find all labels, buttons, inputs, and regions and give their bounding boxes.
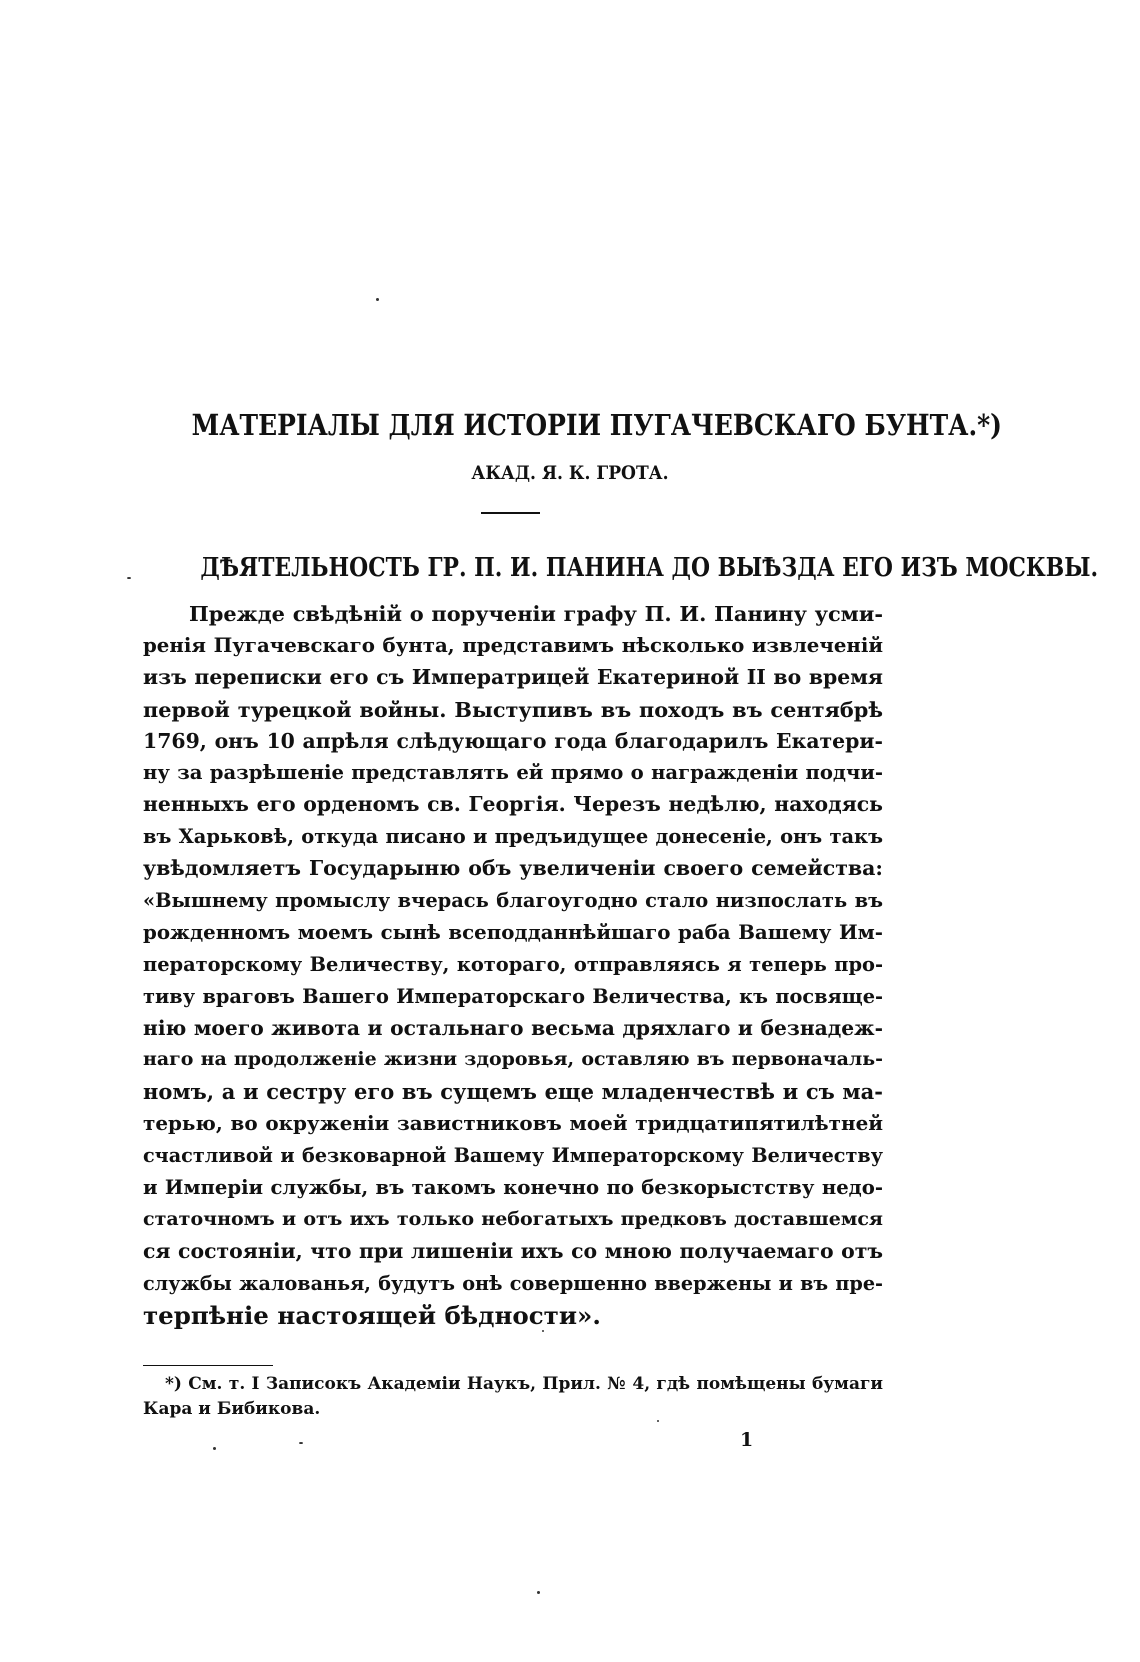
body-line: терью, во окруженіи завистниковъ моей тридцатипятилѣтней [143,1111,883,1136]
body-line: ну за разрѣшеніе представлять ей прямо о награжденіи подчи- [143,761,883,785]
body-line: «Вышнему промыслу вчерась благоугодно стало низпослать въ [143,889,883,913]
body-line: изъ переписки его съ Императрицей Екатериной II во время [143,664,883,689]
print-speck [127,577,131,579]
footnote-line: *) См. т. I Записокъ Академіи Наукъ, Прил. № 4, гдѣ помѣщены бумаги [165,1374,883,1394]
footnote [143,1372,883,1422]
body-line: наго на продолженіе жизни здоровья, оставляю въ первоначаль- [143,1048,883,1071]
body-line: Прежде свѣдѣній о порученіи графу П. И. Панину усми- [189,601,883,626]
section-heading: ДѢЯТЕЛЬНОСТЬ ГР. П. И. ПАНИНА ДО ВЫѢЗДА ЕГО ИЗЪ МОСКВЫ. [200,553,1099,583]
body-line: службы жалованья, будутъ онѣ совершенно ввержены и въ пре- [143,1271,883,1295]
body-line: увѣдомляетъ Государыню объ увеличеніи своего семейства: [143,856,883,881]
body-line: первой турецкой войны. Выступивъ въ походъ въ сентябрѣ [143,696,883,722]
body-text [143,598,883,1331]
body-line: въ Харьковѣ, откуда писано и предъидущее донесеніе, онъ такъ [143,825,883,849]
body-line: ся состояніи, что при лишеніи ихъ со мною получаемаго отъ [143,1238,883,1263]
page-number: 1 [740,1429,754,1451]
body-line: счастливой и безковарной Вашему Императорскому Величеству [143,1144,883,1168]
body-line: номъ, а и сестру его въ сущемъ еще младенчествѣ и съ ма- [143,1079,883,1105]
body-line: рожденномъ моемъ сынѣ всеподданнѣйшаго раба Вашему Им- [143,919,883,944]
body-line: ренія Пугачевскаго бунта, представимъ нѣсколько извлеченій [143,632,883,657]
body-line: 1769, онъ 10 апрѣля слѣдующаго года благодарилъ Екатери- [143,728,883,753]
body-line: терпѣніе настоящей бѣдности». [143,1300,601,1330]
body-line: тиву враговъ Вашего Императорскаго Величества, къ посвяще- [143,984,883,1008]
title-divider [481,512,540,514]
body-line: нію моего живота и остальнаго весьма дряхлаго и безнадеж- [143,1015,883,1040]
body-line: статочномъ и отъ ихъ только небогатыхъ предковъ доставшемся [143,1207,883,1230]
print-speck [537,1591,540,1594]
article-title: МАТЕРІАЛЫ ДЛЯ ИСТОРІИ ПУГАЧЕВСКАГО БУНТА.*) [191,408,1002,442]
footnote-line: Кара и Бибикова. [143,1399,321,1419]
body-line: ператорскому Величеству, котораго, отправляясь я теперь про- [143,952,883,976]
article-author: АКАД. Я. К. ГРОТА. [471,462,669,484]
body-line: ненныхъ его орденомъ св. Георгія. Черезъ недѣлю, находясь [143,792,883,817]
body-line: и Имперіи службы, въ такомъ конечно по безкорыстству недо- [143,1176,883,1200]
print-speck [213,1447,216,1450]
print-speck [376,298,379,301]
footnote-divider [143,1365,273,1366]
print-speck [299,1442,303,1444]
